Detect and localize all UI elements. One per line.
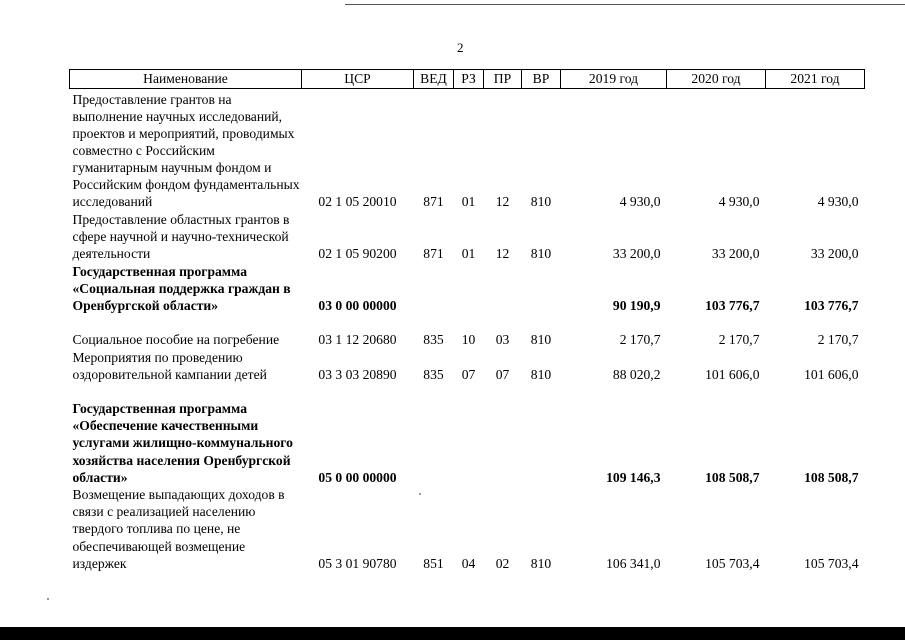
row-rz: 07 — [461, 366, 476, 382]
row-ved — [414, 383, 454, 486]
row-name: Возмещение выпадающих доходов в связи с реализацией населению твердого топлива по цене, не обеспечивающей возмещение издержек — [72, 487, 285, 571]
row-pr: 07 — [495, 366, 510, 382]
table-row — [70, 211, 865, 263]
row-csr: 05 3 01 90780 — [318, 555, 397, 571]
scan-speck — [47, 598, 49, 600]
row-pr — [484, 263, 522, 315]
row-vr: 810 — [530, 332, 552, 348]
row-csr: 05 0 00 00000 — [318, 469, 397, 485]
row-csr: 03 1 12 20680 — [318, 332, 397, 348]
row-vr: 810 — [530, 366, 552, 382]
row-2021: 108 508,7 — [804, 469, 859, 485]
scan-edge-bar — [0, 627, 905, 640]
row-2020: 33 200,0 — [711, 246, 760, 262]
row-vr: 810 — [530, 555, 552, 571]
header-name: Наименование — [70, 70, 302, 89]
row-rz: 10 — [461, 332, 476, 348]
row-2020: 4 930,0 — [718, 194, 760, 210]
row-csr: 03 0 00 00000 — [318, 298, 397, 314]
header-vr: ВР — [522, 70, 561, 89]
row-pr: 02 — [495, 555, 510, 571]
header-pr: ПР — [484, 70, 522, 89]
row-name: Государственная программа «Обеспечение качественными услугами жилищно-коммунального хозяйства населения Оренбургской области» — [72, 401, 293, 485]
row-2021: 103 776,7 — [804, 298, 859, 314]
row-2019: 90 190,9 — [612, 298, 661, 314]
row-2021: 33 200,0 — [810, 246, 859, 262]
budget-table — [69, 69, 865, 572]
row-2019: 2 170,7 — [619, 332, 661, 348]
table-row — [70, 89, 865, 211]
row-ved: 871 — [423, 194, 444, 210]
row-vr — [522, 383, 561, 486]
row-name: Предоставление областных грантов в сфере научной и научно-технической деятельности — [72, 212, 290, 262]
row-2021: 105 703,4 — [804, 555, 859, 571]
row-pr: 03 — [495, 332, 510, 348]
row-name: Мероприятия по проведению оздоровительной кампании детей — [72, 349, 267, 382]
header-ved: ВЕД — [414, 70, 454, 89]
row-rz: 01 — [461, 246, 476, 262]
row-2020: 101 606,0 — [705, 366, 760, 382]
row-rz: 01 — [461, 194, 476, 210]
row-2019: 33 200,0 — [612, 246, 661, 262]
row-rz: 04 — [461, 555, 476, 571]
header-2019: 2019 год — [561, 70, 667, 89]
table-row — [70, 486, 865, 572]
table-row-program — [70, 383, 865, 486]
row-2021: 2 170,7 — [817, 332, 859, 348]
row-2019: 4 930,0 — [619, 194, 661, 210]
table-header-row — [70, 70, 865, 89]
row-2019: 88 020,2 — [612, 366, 661, 382]
scan-edge-line — [345, 4, 905, 5]
row-rz — [454, 263, 484, 315]
table-row — [70, 315, 865, 349]
row-2020: 103 776,7 — [705, 298, 760, 314]
page-number: 2 — [457, 40, 464, 55]
row-vr: 810 — [530, 194, 552, 210]
table-row — [70, 349, 865, 383]
row-2020: 2 170,7 — [718, 332, 760, 348]
row-2021: 4 930,0 — [817, 194, 859, 210]
header-csr: ЦСР — [302, 70, 414, 89]
header-2021: 2021 год — [766, 70, 865, 89]
row-pr: 12 — [495, 194, 510, 210]
row-ved: 851 — [423, 555, 444, 571]
table-row-program — [70, 263, 865, 315]
row-ved: 835 — [423, 366, 444, 382]
row-csr: 02 1 05 20010 — [318, 194, 397, 210]
row-ved — [414, 263, 454, 315]
row-pr — [484, 383, 522, 486]
row-name: Предоставление грантов на выполнение научных исследований, проектов и мероприятий, проводимых совместно с Российским гуманитарным научным фондом и Российским фондом фундаментальных исследований — [72, 91, 300, 210]
row-ved: 871 — [423, 246, 444, 262]
row-vr: 810 — [530, 246, 552, 262]
row-2021: 101 606,0 — [804, 366, 859, 382]
row-rz — [454, 383, 484, 486]
row-csr: 02 1 05 90200 — [318, 246, 397, 262]
row-2019: 106 341,0 — [606, 555, 661, 571]
row-ved: 835 — [423, 332, 444, 348]
row-2019: 109 146,3 — [606, 469, 661, 485]
row-2020: 105 703,4 — [705, 555, 760, 571]
header-rz: РЗ — [454, 70, 484, 89]
row-csr: 03 3 03 20890 — [318, 366, 397, 382]
row-name: Государственная программа «Социальная поддержка граждан в Оренбургской области» — [72, 264, 291, 314]
row-2020: 108 508,7 — [705, 469, 760, 485]
row-name: Социальное пособие на погребение — [72, 332, 280, 348]
row-pr: 12 — [495, 246, 510, 262]
header-2020: 2020 год — [667, 70, 766, 89]
row-vr — [522, 263, 561, 315]
